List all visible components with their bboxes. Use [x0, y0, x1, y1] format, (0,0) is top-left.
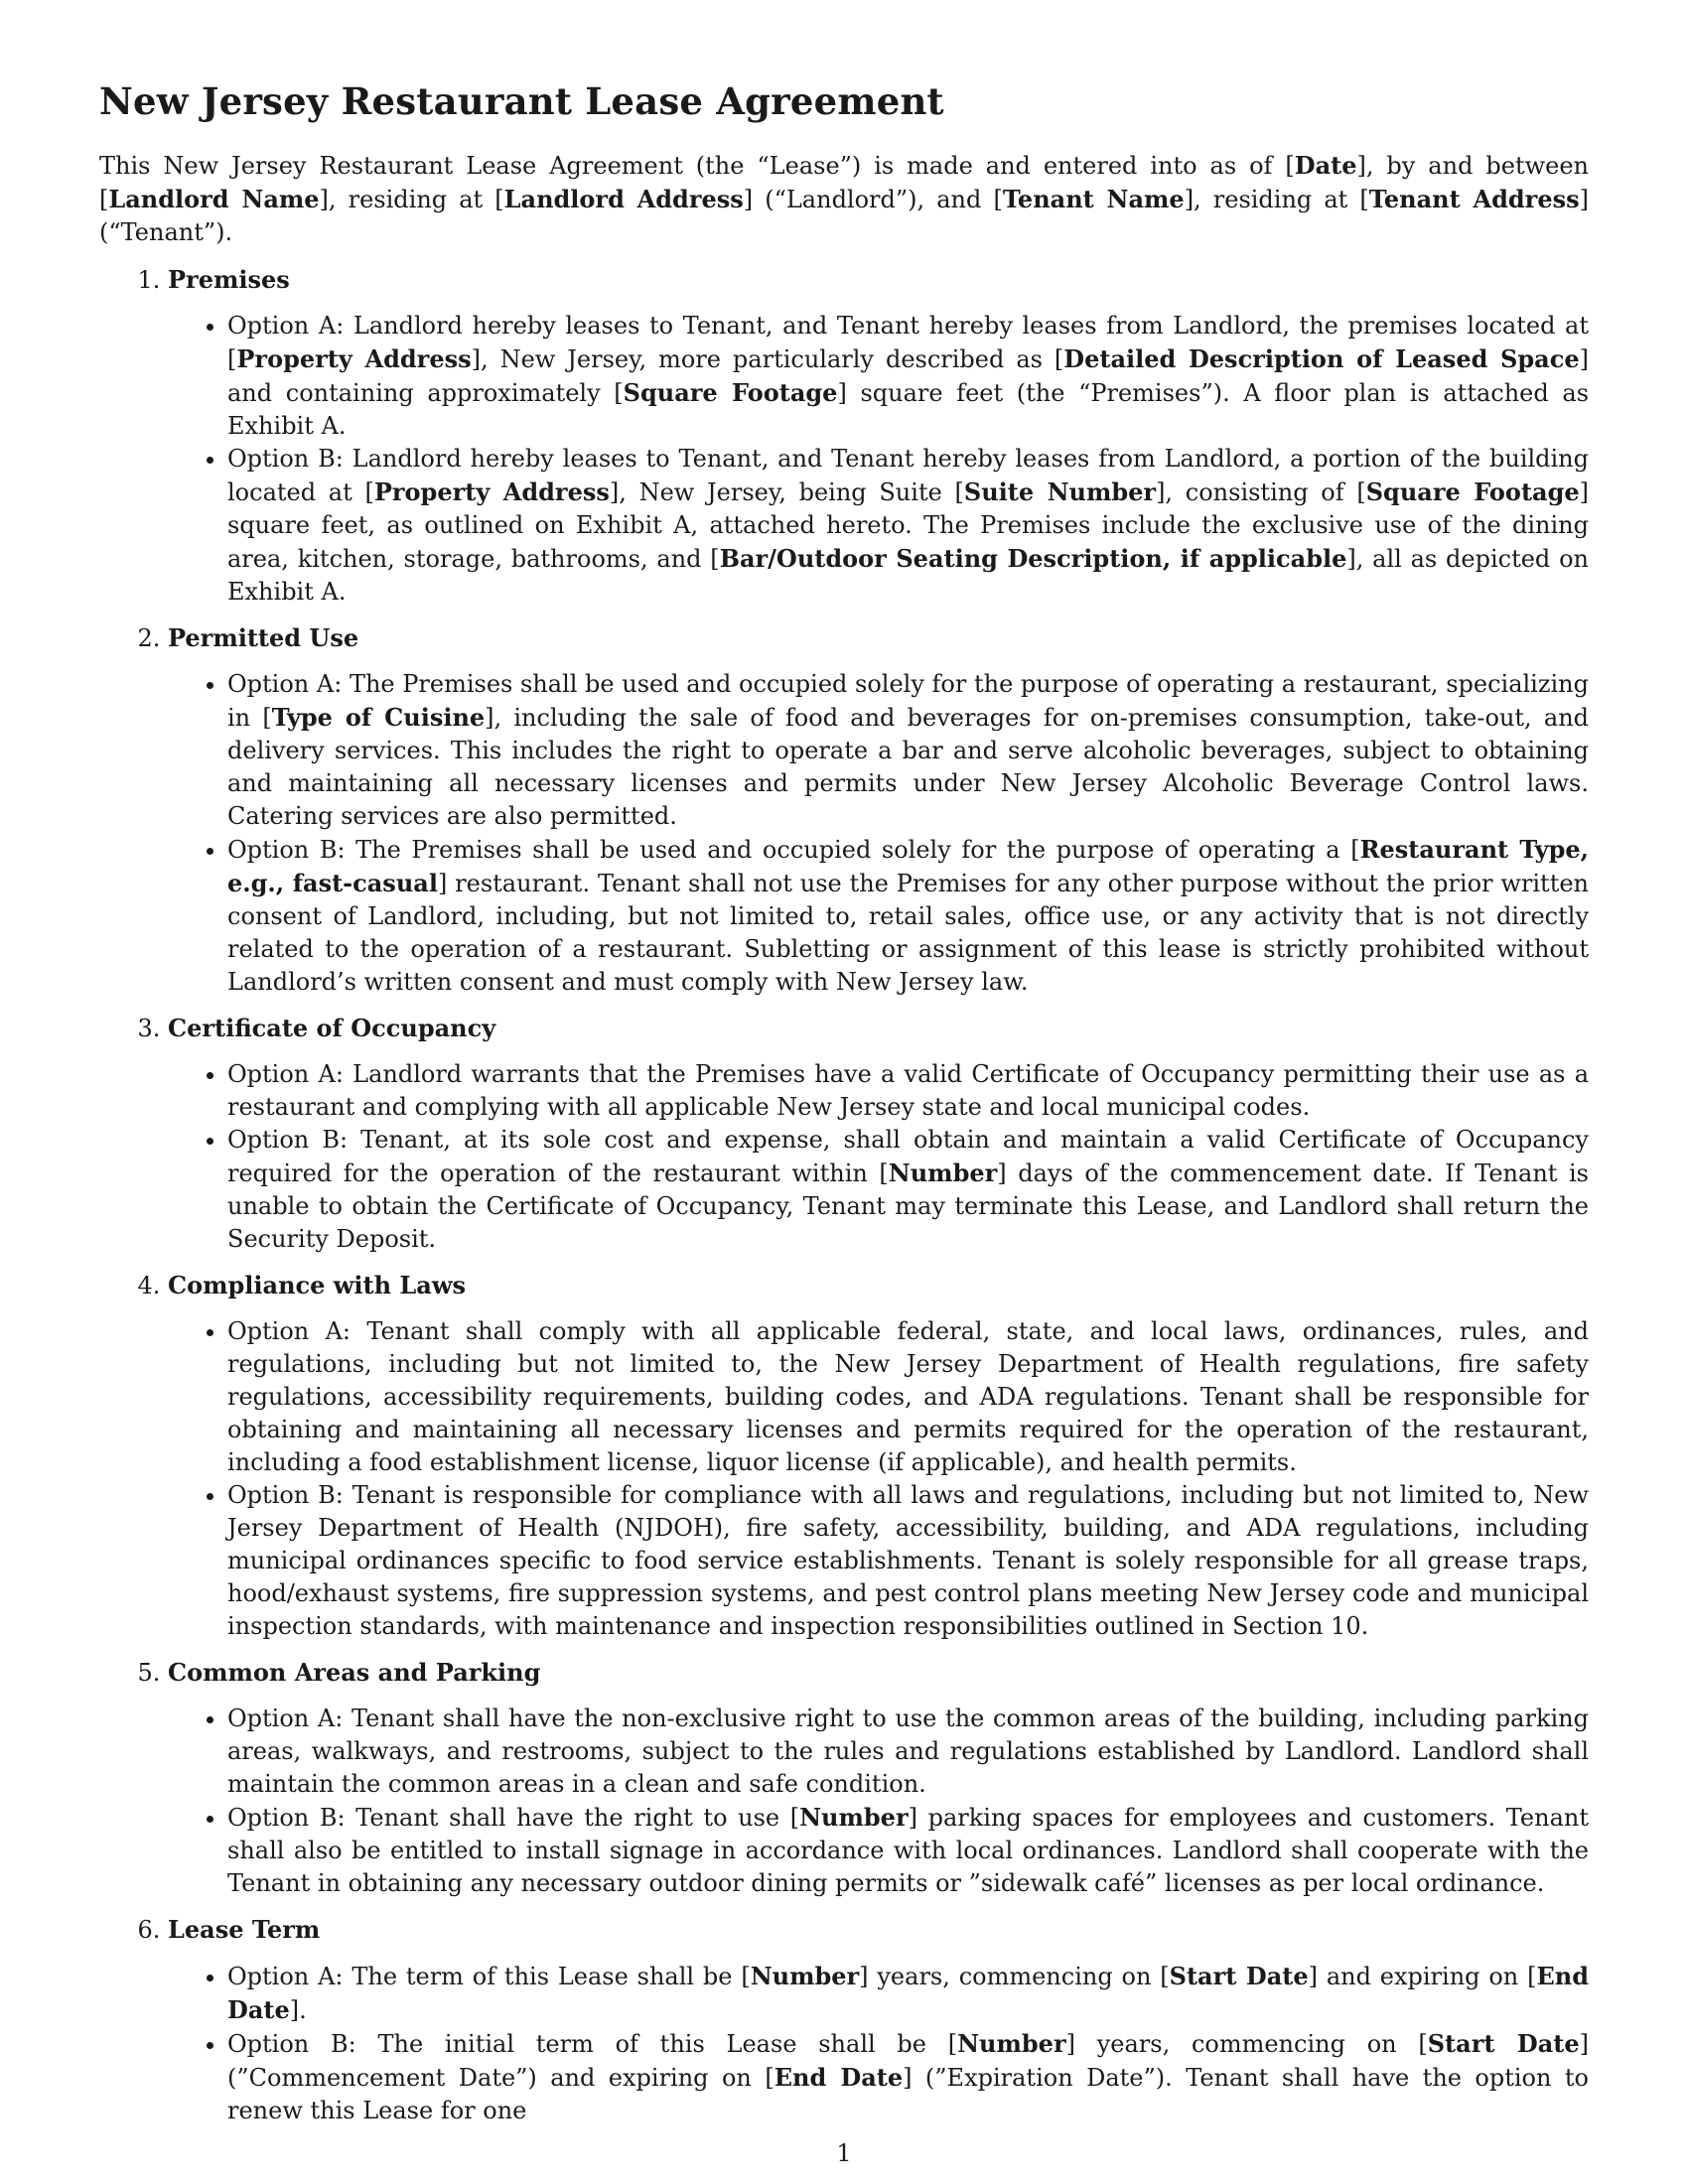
document-page [99, 79, 1589, 2140]
placeholder-field: Landlord Address [503, 185, 744, 214]
section-title: 6. Lease Term [168, 1915, 321, 1945]
option-b: • Option B: Tenant, at its sole cost and expense, shall obtain and maintain a valid Certificate of Occupancy required for the operation of the restaurant within [Number] days of the commencement date. If Tenant is unable to obtain the Certificate of Occupancy, Tenant may terminate this Lease, and Landlord shall return the Security Deposit. [227, 1124, 1589, 1256]
section-permitted-use [168, 621, 1589, 999]
placeholder-field: Type of Cuisine [271, 703, 486, 733]
document-title: New Jersey Restaurant Lease Agreement [99, 79, 944, 123]
intro-paragraph: This New Jersey Restaurant Lease Agreement (the “Lease”) is made and entered into as of [Date], by and between [Landlord Name], residing at [Landlord Address] (“Landlord”), and [Tenant Name], residing at [Tenant Address] (“Tenant”). [99, 151, 1590, 247]
section-title: 3. Certificate of Occupancy [168, 1014, 496, 1043]
option-b: • Option B: Landlord hereby leases to Tenant, and Tenant hereby leases from Landlord, a portion of the building located at [Property Address], New Jersey, being Suite [Suite Number], consisting of [Square Footage] square feet, as outlined on Exhibit A, attached hereto. The Premises include the exclusive use of the dining area, kitchen, storage, bathrooms, and [Bar/Outdoor Seating Description, if applicable], all as depicted on Exhibit A. [227, 443, 1589, 609]
placeholder-field: Suite Number [963, 478, 1157, 507]
section-title: 4. Compliance with Laws [168, 1271, 467, 1300]
placeholder-field: Number [799, 1803, 909, 1833]
options-list [168, 1058, 1589, 1256]
section-compliance-with-laws [168, 1269, 1589, 1643]
section-common-areas-and-parking [168, 1656, 1589, 1900]
placeholder-field: Landlord Name [108, 185, 320, 214]
placeholder-field: Tenant Address [1368, 185, 1580, 214]
placeholder-field: Square Footage [1365, 478, 1580, 507]
placeholder-field: Property Address [236, 344, 472, 374]
option-b: • Option B: The Premises shall be used and occupied solely for the purpose of operating a [Restaurant Type, e.g., fast-casual] restaurant. Tenant shall not use the Premises for any other purpose without the prior written consent of Landlord, including, but not limited to, retail sales, office use, or any activity that is not directly related to the operation of a restaurant. Subletting or assignment of this lease is strictly prohibited without Landlord’s written consent and must comply with New Jersey law. [227, 833, 1589, 999]
placeholder-field: Detailed Description of Leased Space [1063, 344, 1580, 374]
placeholder-field: End Date [227, 1962, 1589, 2025]
placeholder-field: Date [1294, 151, 1357, 181]
option-b: • Option B: Tenant is responsible for compliance with all laws and regulations, including but not limited to, New Jersey Department of Health (NJDOH), fire safety, accessibility, building, and ADA regulations, including municipal ordinances specific to food service establishments. Tenant is solely responsible for all grease traps, hood/exhaust systems, fire suppression systems, and pest control plans meeting New Jersey code and municipal inspection standards, with maintenance and inspection responsibilities outlined in Section 10. [227, 1479, 1589, 1643]
placeholder-field: Number [750, 1962, 860, 1991]
section-certificate-of-occupancy [168, 1012, 1589, 1256]
options-list [168, 310, 1589, 609]
section-lease-term [168, 1913, 1589, 2127]
options-list [168, 1960, 1589, 2127]
option-a: • Option A: The term of this Lease shall be [Number] years, commencing on [Start Date] and expiring on [End Date]. [227, 1960, 1589, 2027]
option-a: • Option A: Tenant shall have the non-exclusive right to use the common areas of the building, including parking areas, walkways, and restrooms, subject to the rules and regulations established by Landlord. Landlord shall maintain the common areas in a clean and safe condition. [227, 1703, 1589, 1801]
option-a: • Option A: Landlord hereby leases to Tenant, and Tenant hereby leases from Landlord, the premises located at [Property Address], New Jersey, more particularly described as [Detailed Description of Leased Space] and containing approximately [Square Footage] square feet (the “Premises”). A floor plan is attached as Exhibit A. [227, 310, 1589, 443]
placeholder-field: Number [888, 1159, 998, 1188]
options-list [168, 1315, 1589, 1643]
placeholder-field: Start Date [1169, 1962, 1309, 1991]
section-title: 2. Permitted Use [168, 623, 359, 653]
placeholder-field: End Date [774, 2063, 904, 2093]
placeholder-field: Start Date [1427, 2029, 1580, 2059]
sections-list [99, 263, 1589, 2127]
placeholder-field: Square Footage [623, 378, 838, 408]
option-b: • Option B: The initial term of this Lease shall be [Number] years, commencing on [Start Date] (”Commencement Date”) and expiring on [End Date] (”Expiration Date”). Tenant shall have the option to renew this Lease for one [227, 2027, 1589, 2127]
page-number: 1 [836, 2139, 852, 2167]
option-a: • Option A: Tenant shall comply with all applicable federal, state, and local laws, ordinances, rules, and regulations, including but not limited to, the New Jersey Department of Health regulations, fire safety regulations, accessibility requirements, building codes, and ADA regulations. Tenant shall be responsible for obtaining and maintaining all necessary licenses and permits required for the operation of the restaurant, including a food establishment license, liquor license (if applicable), and health permits. [227, 1315, 1589, 1479]
section-title: 1. Premises [168, 265, 290, 295]
options-list [168, 668, 1589, 999]
options-list [168, 1703, 1589, 1900]
placeholder-field: Tenant Name [1002, 185, 1185, 214]
section-premises [168, 263, 1589, 609]
option-b: • Option B: Tenant shall have the right to use [Number] parking spaces for employees and customers. Tenant shall also be entitled to install signage in accordance with local ordinances. Landlord shall cooperate with the Tenant in obtaining any necessary outdoor dining permits or ”sidewalk café” licenses as per local ordinance. [227, 1801, 1589, 1900]
placeholder-field: Property Address [373, 478, 610, 507]
section-title: 5. Common Areas and Parking [168, 1658, 541, 1688]
option-a: • Option A: Landlord warrants that the Premises have a valid Certificate of Occupancy permitting their use as a restaurant and complying with all applicable New Jersey state and local municipal codes. [227, 1058, 1589, 1124]
option-a: • Option A: The Premises shall be used and occupied solely for the purpose of operating a restaurant, specializing in [Type of Cuisine], including the sale of food and beverages for on-premises consumption, take-out, and delivery services. This includes the right to operate a bar and serve alcoholic beverages, subject to obtaining and maintaining all necessary licenses and permits under New Jersey Alcoholic Beverage Control laws. Catering services are also permitted. [227, 668, 1589, 833]
placeholder-field: Bar/Outdoor Seating Description, if applicable [719, 544, 1347, 574]
placeholder-field: Number [957, 2029, 1066, 2059]
placeholder-field: Restaurant Type, e.g., fast-casual [227, 835, 1589, 898]
